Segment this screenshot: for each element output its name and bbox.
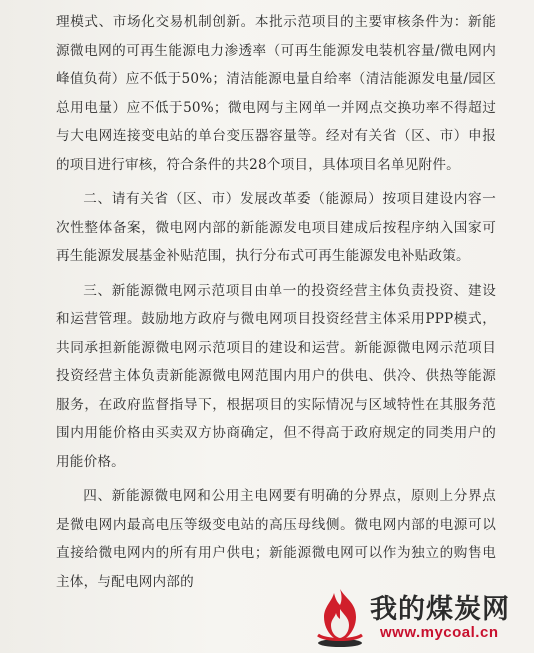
paragraph-4: 四、新能源微电网和公用主电网要有明确的分界点，原则上分界点是微电网内最高电压等级变电站的高压母线侧。微电网内部的电源可以直接给微电网内的所有用户供电；新能源微电网可以作为独立的购售电主体，与配电网内部的 xyxy=(56,488,496,590)
mycoal-flame-logo-icon xyxy=(312,585,368,647)
paragraph-1: 理模式、市场化交易机制创新。本批示范项目的主要审核条件为：新能源微电网的可再生能源电力渗透率（可再生能源发电装机容量/微电网内峰值负荷）应不低于50%；清洁能源电量自给率（清洁能源发电量/园区总用电量）应不低于50%；微电网与主网单一并网点交换功率不得超过与大电网连接变电站的单台变压器容量等。经对有关省（区、市）申报的项目进行审核，符合条件的共28个项目，具体项目名单见附件。 xyxy=(56,14,496,173)
paragraph-2: 二、请有关省（区、市）发展改革委（能源局）按项目建设内容一次性整体备案，微电网内部的新能源发电项目建成后按程序纳入国家可再生能源发展基金补贴范围，执行分布式可再生能源发电补贴政策。 xyxy=(56,191,496,264)
watermark-url: www.mycoal.cn xyxy=(380,624,499,641)
watermark-site-name: 我的煤炭网 xyxy=(370,594,510,625)
document-body xyxy=(56,8,496,596)
watermark xyxy=(298,585,528,649)
paragraph-3: 三、新能源微电网示范项目由单一的投资经营主体负责投资、建设和运营管理。鼓励地方政府与微电网项目投资经营主体采用PPP模式，共同承担新能源微电网示范项目的建设和运营。新能源微电网示范项目投资经营主体负责新能源微电网范围内用户的供电、供冷、供热等能源服务，在政府监督指导下，根据项目的实际情况与区域特性在其服务范围内用能价格由买卖双方协商确定，但不得高于政府规定的同类用户的用能价格。 xyxy=(56,282,496,470)
